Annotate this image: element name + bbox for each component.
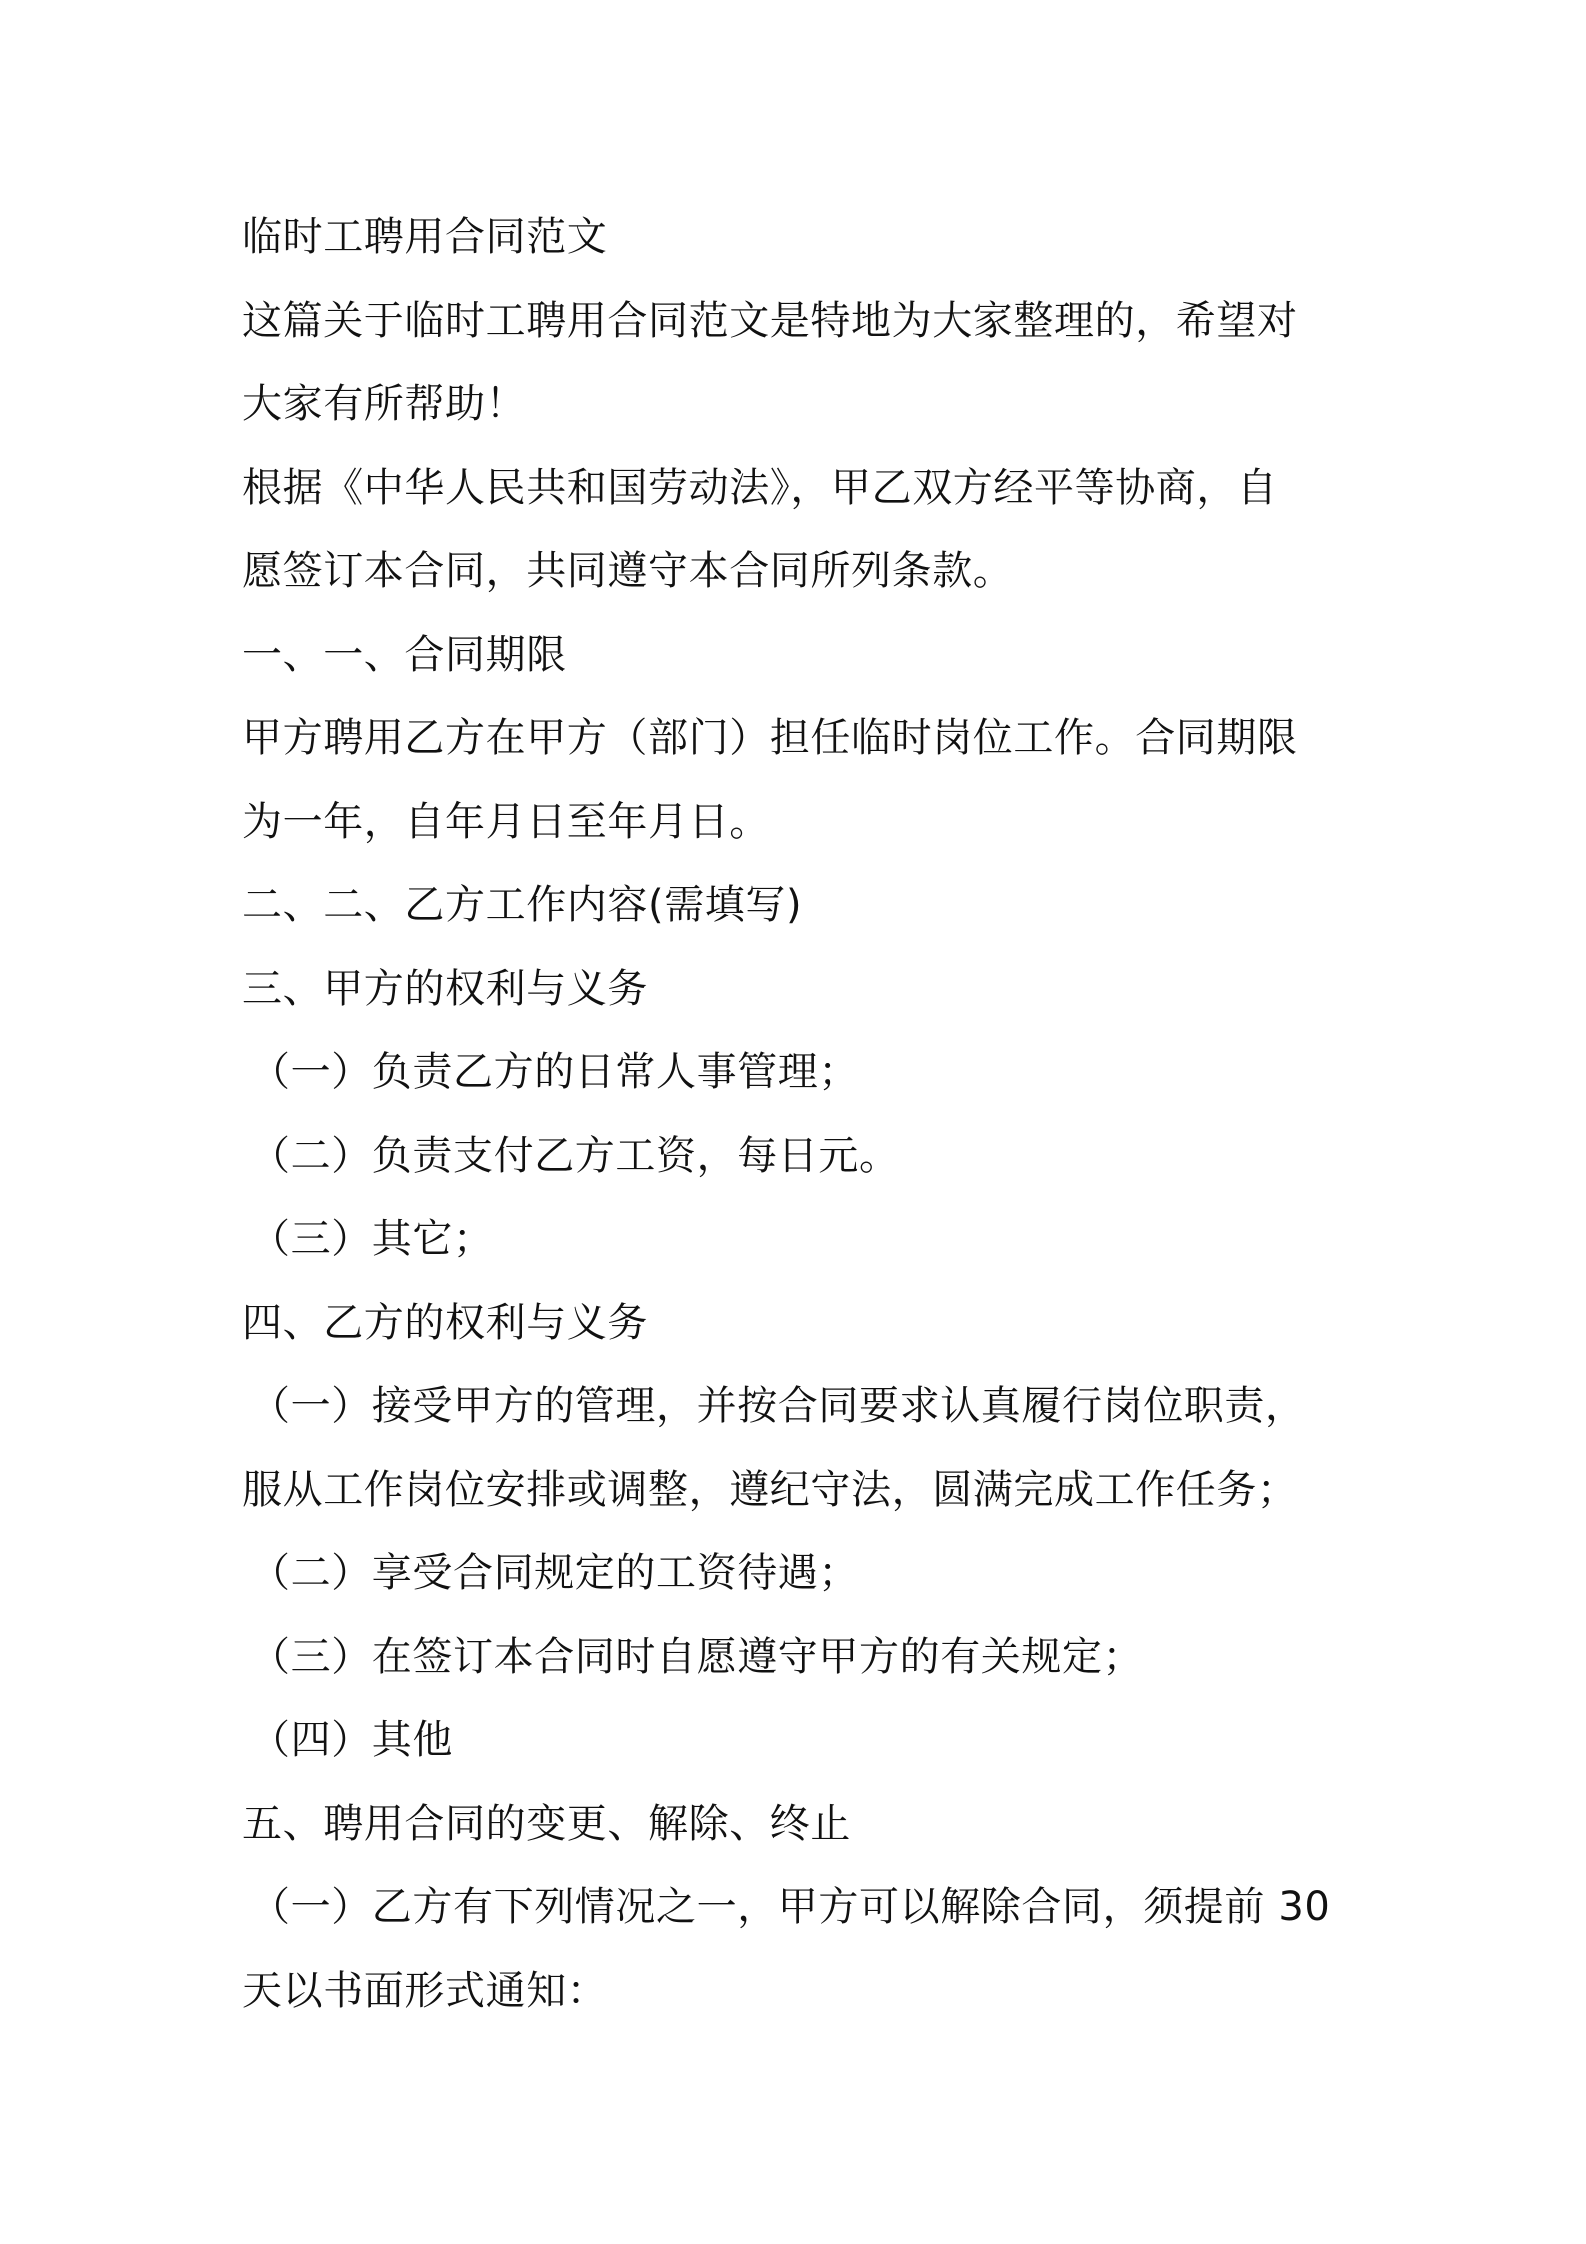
contract-term-line-1: 甲方聘用乙方在甲方（部门）担任临时岗位工作。合同期限 — [242, 715, 1298, 761]
document-title: 临时工聘用合同范文 — [242, 214, 608, 260]
termination-item-1-line-2: 天以书面形式通知： — [242, 1967, 608, 2014]
legal-basis-line-1: 根据《中华人民共和国劳动法》，甲乙双方经平等协商，自 — [242, 464, 1278, 511]
section-heading-contract-term: 一、一、合同期限 — [242, 631, 567, 678]
intro-line-2: 大家有所帮助！ — [242, 381, 527, 427]
party-a-item-2: （二）负责支付乙方工资，每日元。 — [250, 1132, 900, 1179]
party-b-item-1-line-1: （一）接受甲方的管理，并按合同要求认真履行岗位职责， — [250, 1383, 1306, 1429]
party-a-item-1: （一）负责乙方的日常人事管理； — [250, 1049, 859, 1095]
termination-item-1-line-1: （一）乙方有下列情况之一，甲方可以解除合同，须提前 30 — [250, 1884, 1331, 1930]
intro-line-1: 这篇关于临时工聘用合同范文是特地为大家整理的，希望对 — [242, 297, 1298, 344]
section-heading-party-a-rights: 三、甲方的权利与义务 — [242, 965, 648, 1012]
section-heading-contract-change: 五、聘用合同的变更、解除、终止 — [242, 1800, 851, 1847]
document-body — [242, 196, 1362, 2033]
party-a-item-3: （三）其它； — [250, 1216, 494, 1262]
legal-basis-line-2: 愿签订本合同，共同遵守本合同所列条款。 — [242, 548, 1014, 594]
contract-term-line-2: 为一年，自年月日至年月日。 — [242, 798, 770, 845]
party-b-item-3: （三）在签订本合同时自愿遵守甲方的有关规定； — [250, 1633, 1144, 1680]
section-heading-work-content: 二、二、乙方工作内容(需填写) — [242, 882, 803, 928]
party-b-item-2: （二）享受合同规定的工资待遇； — [250, 1550, 859, 1596]
party-b-item-1-line-2: 服从工作岗位安排或调整，遵纪守法，圆满完成工作任务； — [242, 1466, 1298, 1513]
section-heading-party-b-rights: 四、乙方的权利与义务 — [242, 1299, 648, 1346]
party-b-item-4: （四）其他 — [250, 1717, 453, 1763]
